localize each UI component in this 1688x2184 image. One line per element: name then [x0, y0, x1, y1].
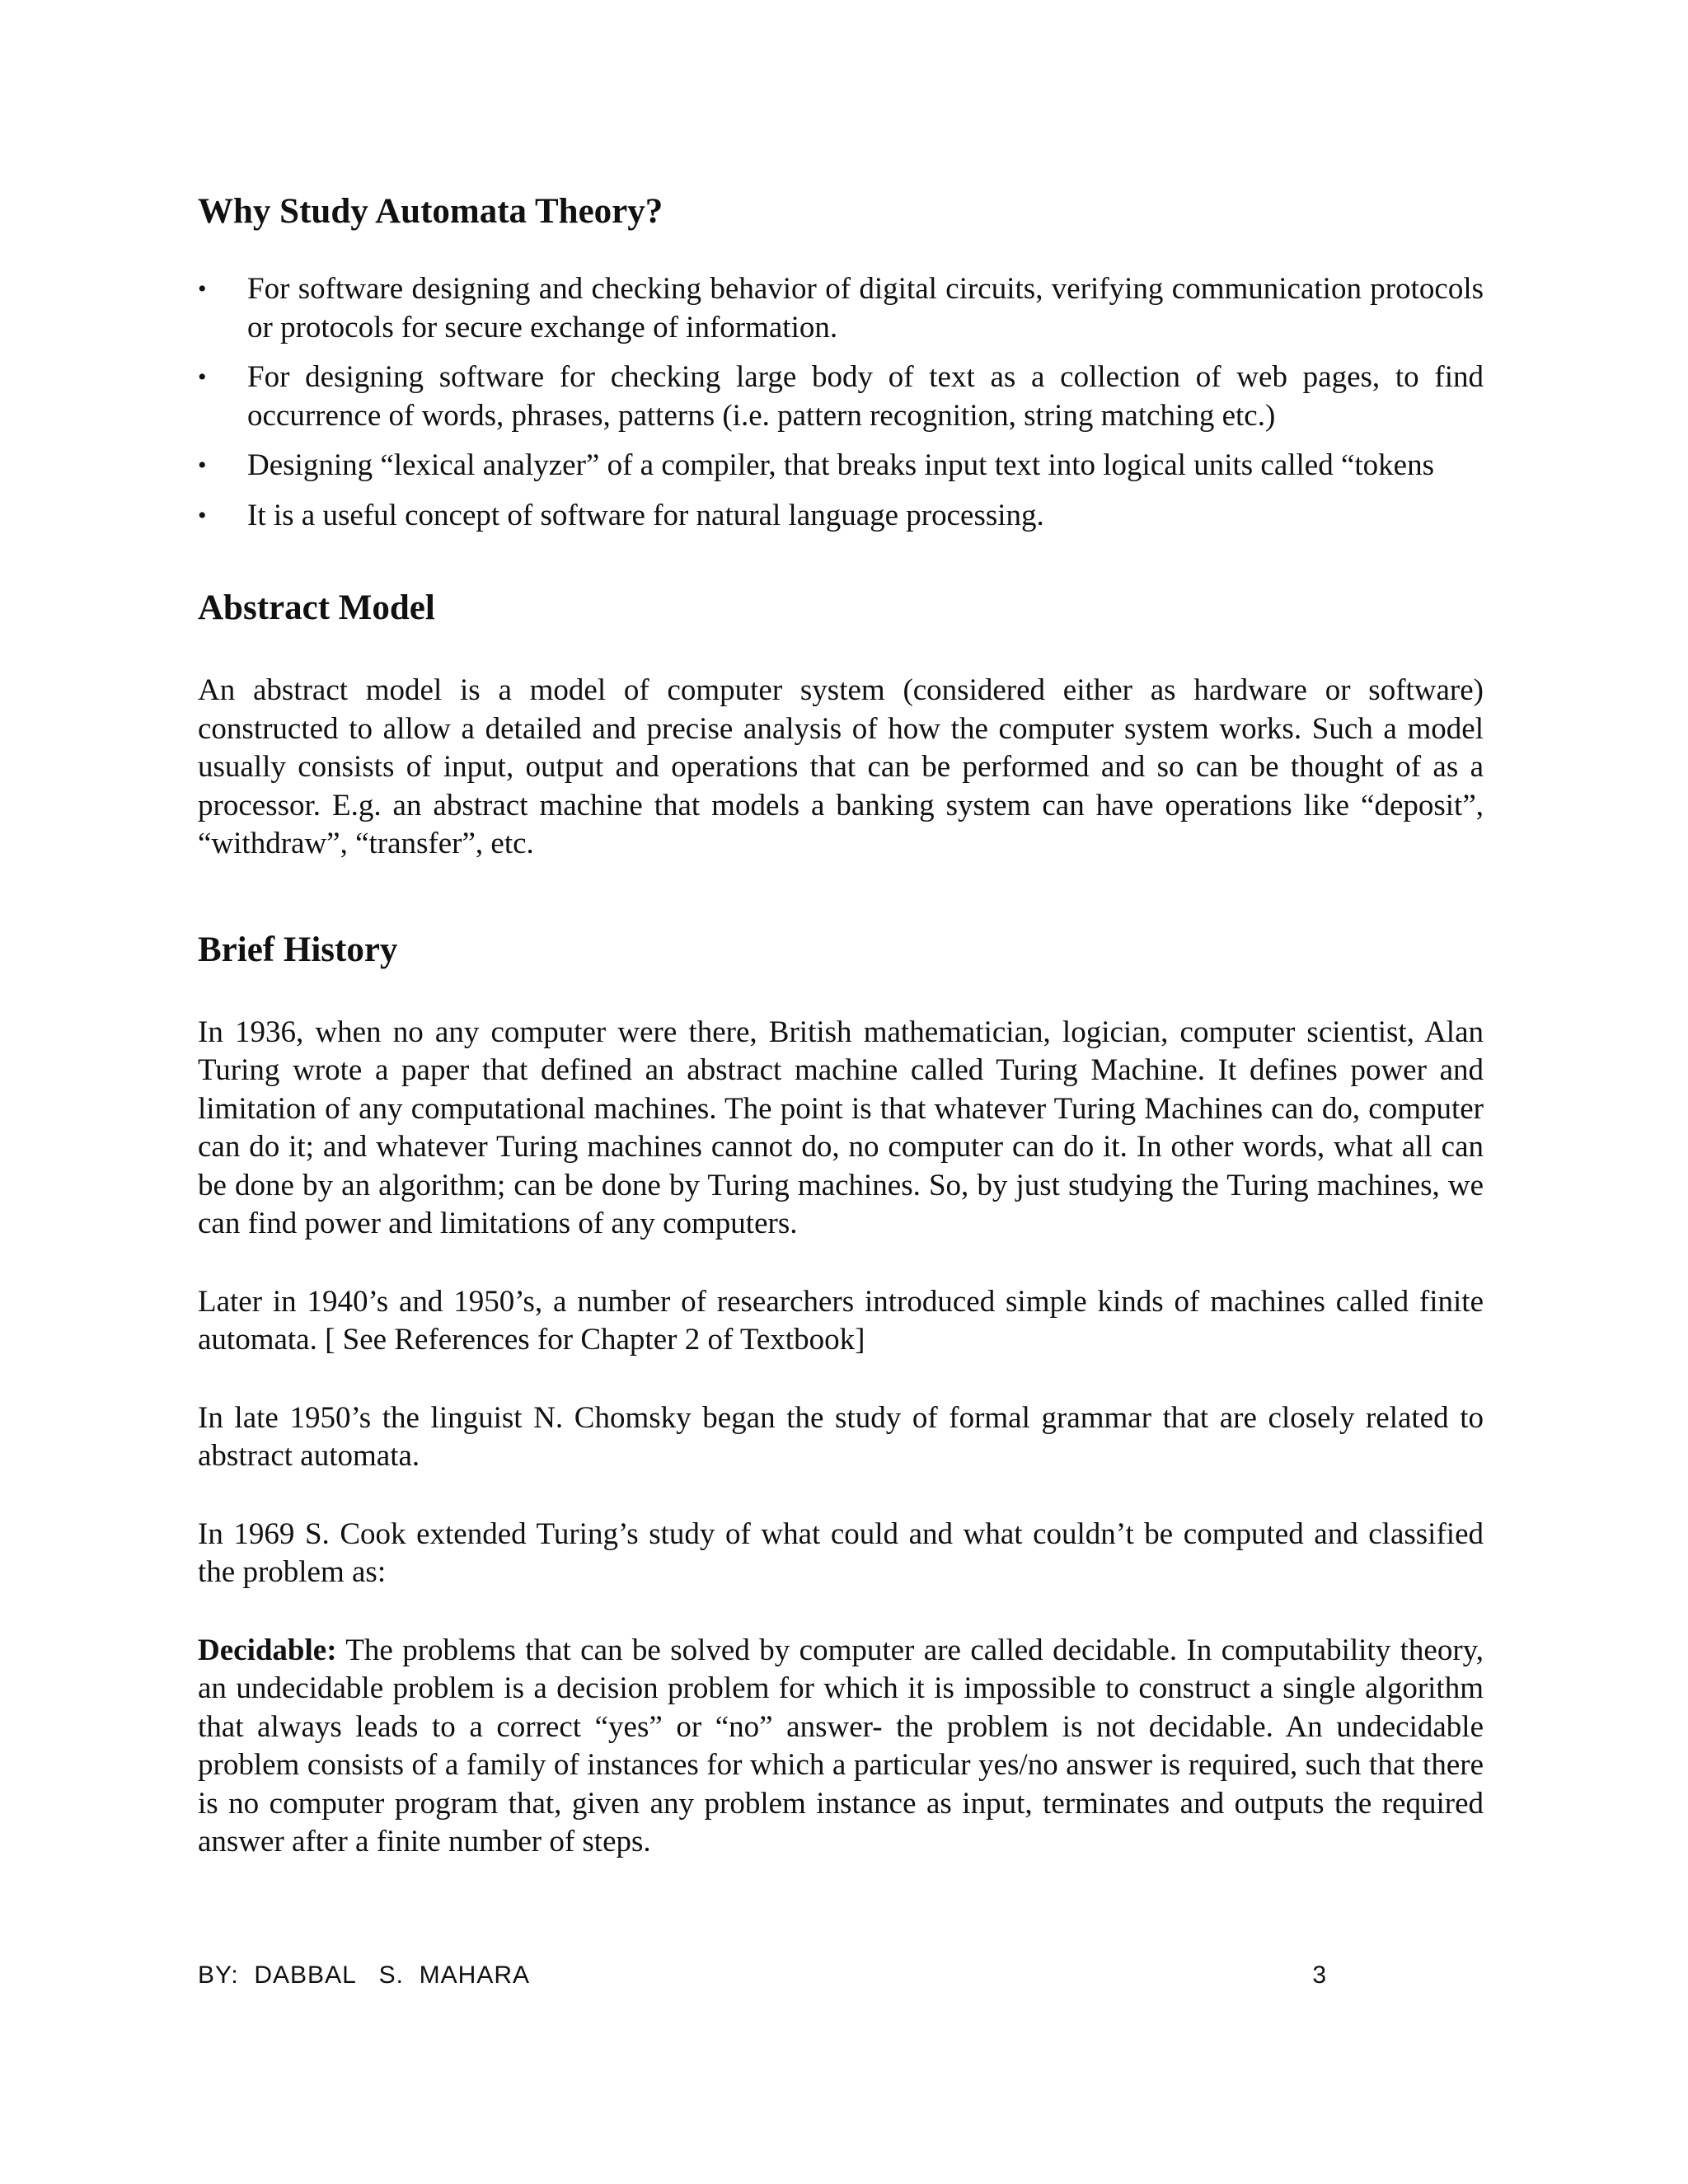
bullet-icon: • [198, 275, 207, 302]
section-heading-abstract-model: Abstract Model [198, 588, 435, 627]
decidable-text: The problems that can be solved by computer are called decidable. In computability theory, an undecidable problem is a decision problem for which it is impossible to construct a single algorithm that always leads to a correct “yes” or “no” answer- the problem is not decidable. An undecidable problem consists of a family of instances for which a particular yes/no answer is required, such that there is no computer program that, given any problem instance as input, terminates and outputs the required answer after a finite number of steps. [198, 1633, 1484, 1858]
footer-author: BY: DABBAL S. MAHARA [198, 1961, 531, 1989]
history-paragraph-chomsky: In late 1950’s the linguist N. Chomsky began the study of formal grammar that are closely related to abstract automata. [198, 1400, 1484, 1473]
why-study-bullet-list [198, 270, 1484, 535]
bullet-icon: • [198, 452, 207, 479]
bullet-item [198, 359, 1484, 435]
history-paragraph-turing: In 1936, when no any computer were there, British mathematician, logician, computer scientist, Alan Turing wrote a paper that defined an abstract machine called Turing Machine. It defines power and limitation of any computational machines. The point is that whatever Turing Machines can do, computer can do it; and whatever Turing machines cannot do, no computer can do it. In other words, what all can be done by an algorithm; can be done by Turing machines. So, by just studying the Turing machines, we can find power and limitations of any computers. [198, 1015, 1484, 1240]
footer-page-number: 3 [1312, 1961, 1327, 1989]
abstract-model-paragraph: An abstract model is a model of computer system (considered either as hardware or software) constructed to allow a detailed and precise analysis of how the computer system works. Such a model usually consists of input, output and operations that can be performed and so can be thought of as a processor. E.g. an abstract machine that models a banking system can have operations like “deposit”, “withdraw”, “transfer”, etc. [198, 673, 1484, 860]
history-paragraph-finite-automata: Later in 1940’s and 1950’s, a number of researchers introduced simple kinds of machines called finite automata. [ See References for Chapter 2 of Textbook] [198, 1284, 1484, 1357]
bullet-text: Designing “lexical analyzer” of a compiler, that breaks input text into logical units called “tokens [247, 448, 1435, 482]
bullet-text: For software designing and checking behavior of digital circuits, verifying communication protocols or protocols for secure exchange of information. [247, 272, 1484, 344]
bullet-icon: • [198, 501, 207, 529]
decidable-term: Decidable: [198, 1633, 337, 1667]
bullet-text: It is a useful concept of software for natural language processing. [247, 498, 1044, 532]
bullet-item [198, 447, 1484, 485]
bullet-text: For designing software for checking large body of text as a collection of web pages, to find occurrence of words, phrases, patterns (i.e. pattern recognition, string matching etc.) [247, 360, 1484, 433]
section-heading-brief-history: Brief History [198, 930, 398, 969]
section-heading-why-study-automata: Why Study Automata Theory? [198, 192, 663, 231]
bullet-icon: • [198, 363, 207, 391]
history-paragraph-cook: In 1969 S. Cook extended Turing’s study of what could and what couldn’t be computed and classified the problem as: [198, 1516, 1484, 1589]
bullet-item [198, 497, 1484, 536]
decidable-definition-paragraph [198, 1632, 1484, 1862]
bullet-item [198, 270, 1484, 347]
document-page [198, 190, 1484, 1862]
